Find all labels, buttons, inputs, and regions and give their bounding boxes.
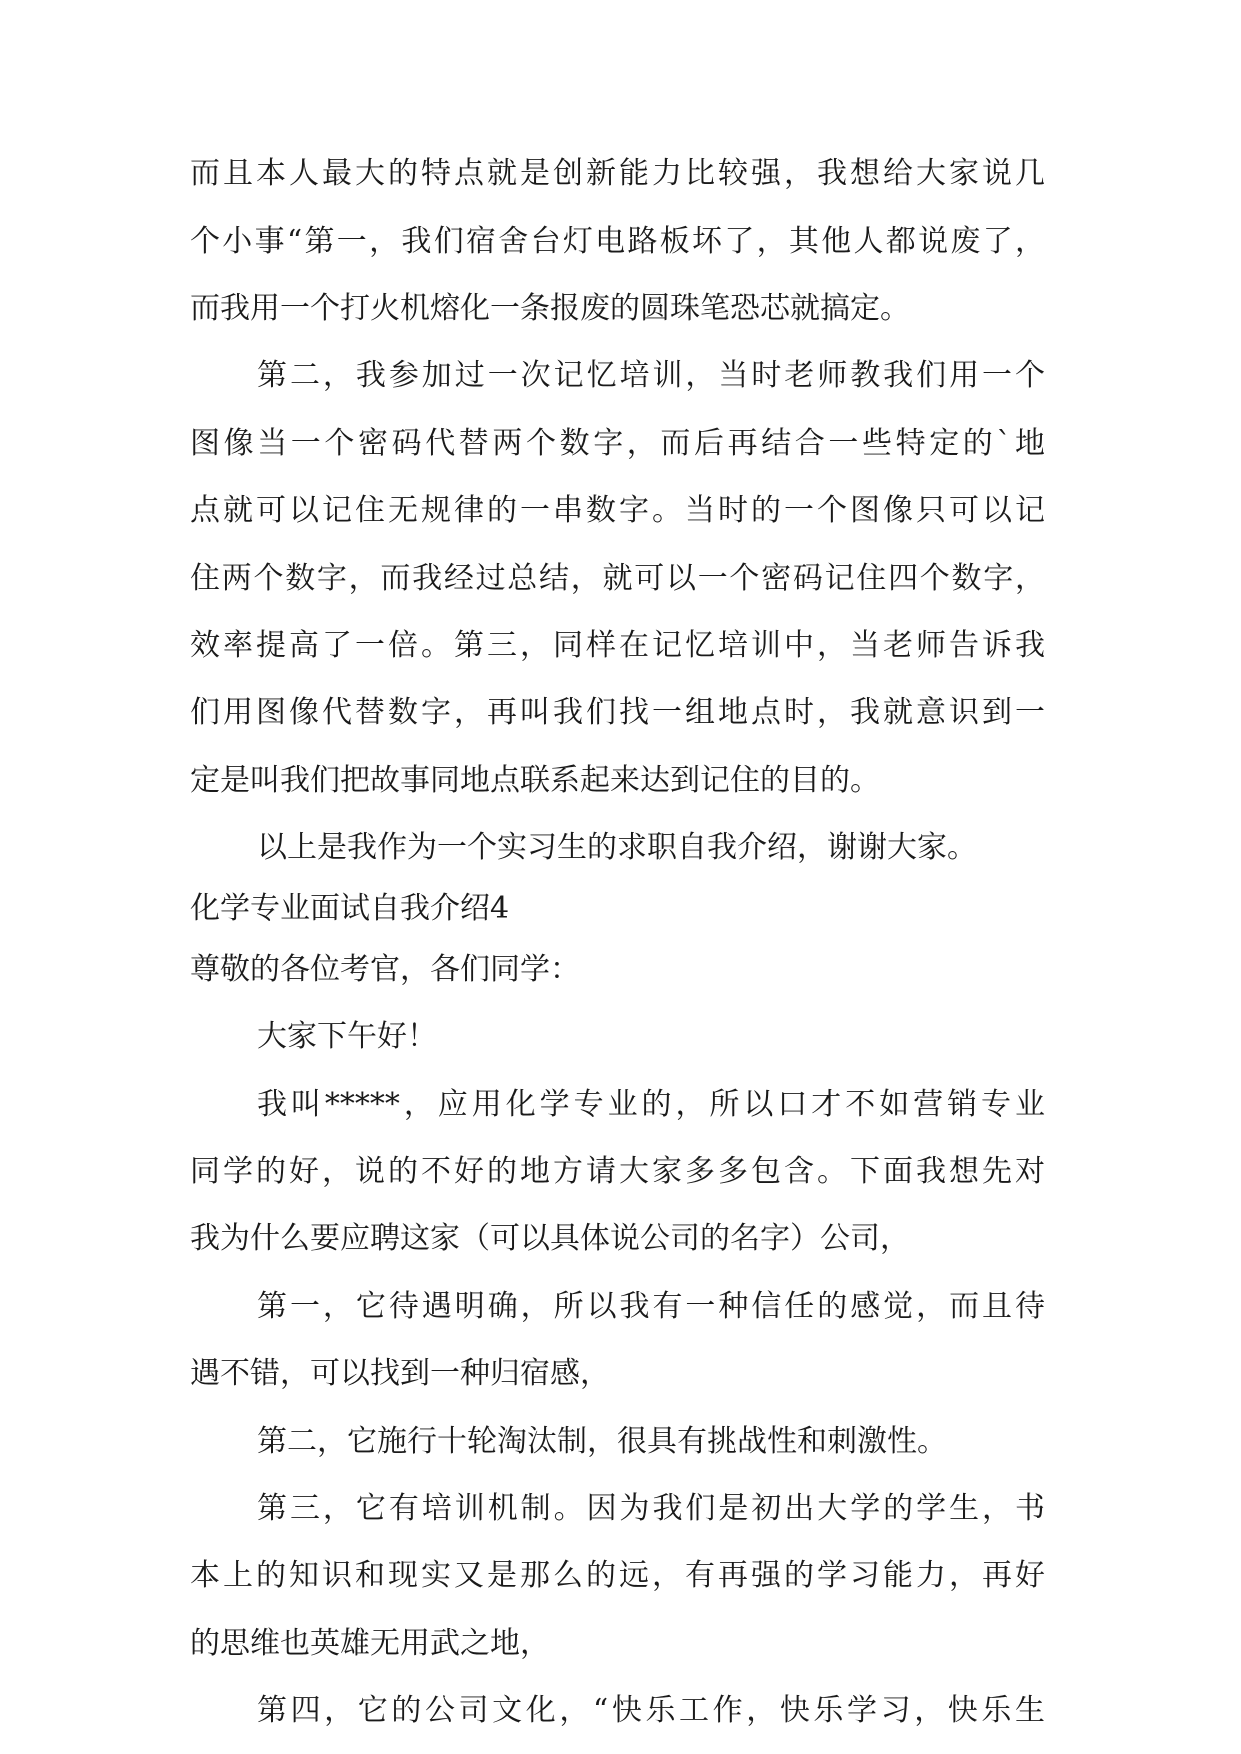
text-line: 第三，它有培训机制。因为我们是初出大学的学生，书 — [257, 1491, 1045, 1526]
text-line: 第二，它施行十轮淘汰制，很具有挑战性和刺激性。 — [257, 1424, 947, 1459]
section-heading: 化学专业面试自我介绍4 — [190, 891, 510, 926]
text-line: 的思维也英雄无用武之地， — [190, 1626, 550, 1661]
text-line: 点就可以记住无规律的一串数字。当时的一个图像只可以记 — [190, 493, 1045, 528]
text-line: 第二，我参加过一次记忆培训，当时老师教我们用一个 — [257, 358, 1045, 393]
text-line: 定是叫我们把故事同地点联系起来达到记住的目的。 — [190, 763, 880, 798]
text-line: 第四，它的公司文化，“快乐工作，快乐学习，快乐生 — [257, 1693, 1045, 1728]
salutation: 尊敬的各位考官，各们同学： — [190, 952, 580, 987]
text-line: 我为什么要应聘这家（可以具体说公司的名字）公司， — [190, 1221, 910, 1256]
text-line: 们用图像代替数字，再叫我们找一组地点时，我就意识到一 — [190, 695, 1045, 730]
text-line: 同学的好，说的不好的地方请大家多多包含。下面我想先对 — [190, 1154, 1045, 1189]
text-line: 我叫*****，应用化学专业的，所以口才不如营销专业 — [257, 1087, 1045, 1122]
text-line: 而且本人最大的特点就是创新能力比较强，我想给大家说几 — [190, 156, 1045, 191]
text-line: 住两个数字，而我经过总结，就可以一个密码记住四个数字， — [190, 561, 1045, 596]
text-line: 图像当一个密码代替两个数字，而后再结合一些特定的`地 — [190, 426, 1045, 461]
text-line: 第一，它待遇明确，所以我有一种信任的感觉，而且待 — [257, 1289, 1045, 1324]
text-line: 遇不错，可以找到一种归宿感， — [190, 1356, 610, 1391]
text-line: 个小事“第一，我们宿舍台灯电路板坏了，其他人都说废了， — [190, 224, 1045, 259]
text-line: 效率提高了一倍。第三，同样在记忆培训中，当老师告诉我 — [190, 628, 1045, 663]
greeting: 大家下午好！ — [257, 1019, 437, 1054]
text-line: 以上是我作为一个实习生的求职自我介绍，谢谢大家。 — [257, 830, 977, 865]
text-line: 本上的知识和现实又是那么的远，有再强的学习能力，再好 — [190, 1558, 1045, 1593]
text-line: 而我用一个打火机熔化一条报废的圆珠笔恐芯就搞定。 — [190, 291, 910, 326]
